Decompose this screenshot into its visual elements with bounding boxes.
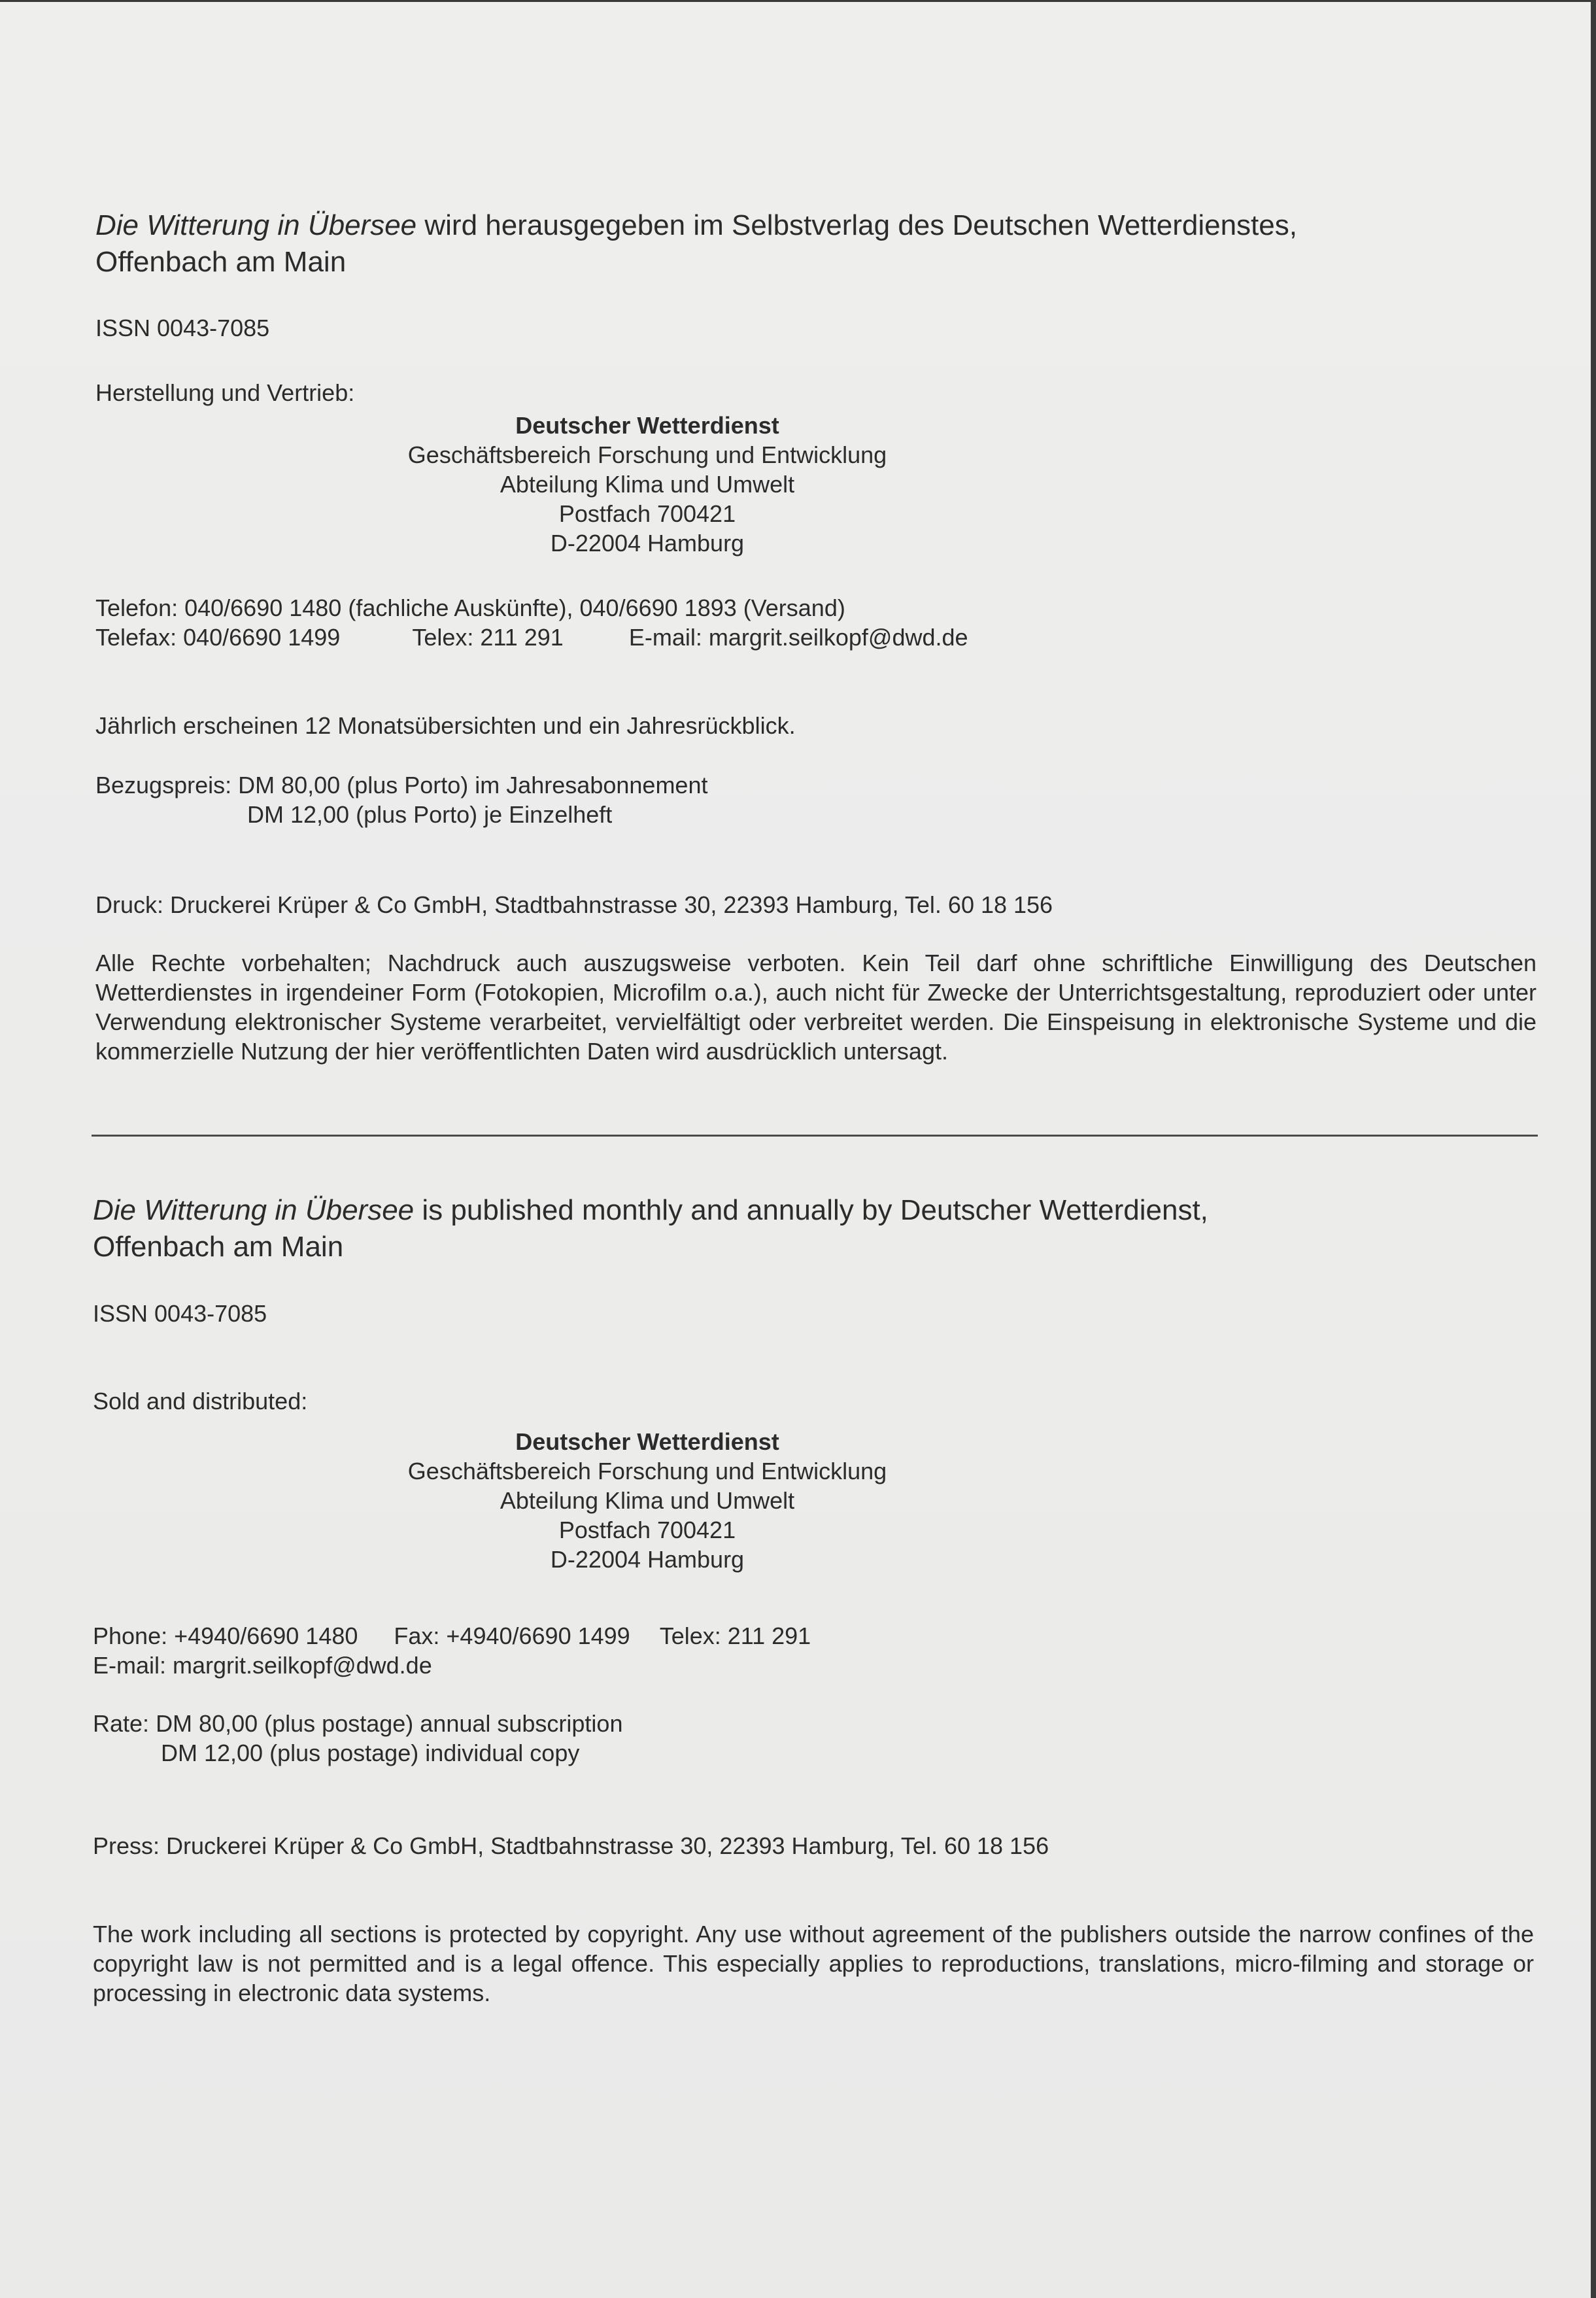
en-rate-single: DM 12,00 (plus postage) individual copy bbox=[161, 1740, 580, 1766]
de-email: E-mail: margrit.seilkopf@dwd.de bbox=[628, 624, 968, 651]
de-address-org: Deutscher Wetterdienst bbox=[515, 412, 779, 439]
de-intro-line2: Offenbach am Main bbox=[95, 246, 347, 278]
en-publication-title: Die Witterung in Übersee bbox=[93, 1194, 415, 1226]
en-press: Press: Druckerei Krüper & Co GmbH, Stadtbahnstrasse 30, 22393 Hamburg, Tel. 60 18 156 bbox=[93, 1832, 1049, 1859]
de-intro-text: wird herausgegeben im Selbstverlag des Deutschen Wetterdienstes, bbox=[416, 209, 1297, 241]
en-contact bbox=[93, 1621, 811, 1680]
en-intro-line2: Offenbach am Main bbox=[93, 1231, 344, 1263]
de-publication-title: Die Witterung in Übersee bbox=[95, 209, 417, 241]
en-rate-label: Rate: bbox=[93, 1710, 150, 1737]
de-address-pobox: Postfach 700421 bbox=[558, 500, 736, 527]
en-email: E-mail: margrit.seilkopf@dwd.de bbox=[93, 1652, 432, 1679]
de-telefon: Telefon: 040/6690 1480 (fachliche Auskünfte), 040/6690 1893 (Versand) bbox=[95, 594, 845, 621]
en-intro-text: is published monthly and annually by Deutscher Wetterdienst, bbox=[414, 1194, 1208, 1226]
de-address-division: Geschäftsbereich Forschung und Entwicklung bbox=[407, 441, 887, 468]
de-price bbox=[95, 770, 707, 829]
de-address-block bbox=[0, 411, 1295, 558]
de-price-label: Bezugspreis: bbox=[95, 772, 232, 798]
en-distribution-label: Sold and distributed: bbox=[93, 1388, 308, 1415]
de-telex: Telex: 211 291 bbox=[412, 624, 564, 651]
en-intro bbox=[93, 1192, 1208, 1265]
en-address-city: D-22004 Hamburg bbox=[550, 1546, 745, 1573]
de-contact bbox=[95, 593, 968, 652]
en-phone: Phone: +4940/6690 1480 bbox=[93, 1622, 358, 1649]
de-price-annual: DM 80,00 (plus Porto) im Jahresabonnement bbox=[238, 772, 708, 798]
en-address-block bbox=[0, 1427, 1295, 1574]
en-address-pobox: Postfach 700421 bbox=[558, 1517, 736, 1543]
de-intro bbox=[95, 207, 1297, 281]
de-print: Druck: Druckerei Krüper & Co GmbH, Stadtbahnstrasse 30, 22393 Hamburg, Tel. 60 18 156 bbox=[95, 891, 1053, 918]
de-address-city: D-22004 Hamburg bbox=[550, 530, 745, 557]
en-address-org: Deutscher Wetterdienst bbox=[515, 1428, 779, 1455]
section-divider bbox=[92, 1135, 1538, 1137]
en-address-division: Geschäftsbereich Forschung und Entwicklung bbox=[407, 1458, 887, 1484]
de-telefax: Telefax: 040/6690 1499 bbox=[95, 624, 341, 651]
de-price-single: DM 12,00 (plus Porto) je Einzelheft bbox=[247, 801, 613, 828]
de-distribution-label: Herstellung und Vertrieb: bbox=[95, 379, 355, 406]
en-rate bbox=[93, 1709, 622, 1768]
de-frequency: Jährlich erscheinen 12 Monatsübersichten und ein Jahresrückblick. bbox=[95, 712, 796, 739]
en-address-department: Abteilung Klima und Umwelt bbox=[500, 1487, 795, 1514]
de-address-department: Abteilung Klima und Umwelt bbox=[500, 471, 795, 498]
en-rate-annual: DM 80,00 (plus postage) annual subscription bbox=[156, 1710, 623, 1737]
de-rights: Alle Rechte vorbehalten; Nachdruck auch auszugsweise verboten. Kein Teil darf ohne schriftliche Einwilligung des Deutschen Wetterdienstes in irgendeiner Form (Fotokopien, Microfilm o.a.), auch nicht für Zwecke der Unterrichtsgestaltung, reproduziert oder unter Verwendung elektronischer Systeme verarbeitet, vervielfältigt oder verbreitet werden. Die Einspeisung in elektronische Systeme und die kommerzielle Nutzung der hier veröffentlichten Daten wird ausdrücklich untersagt. bbox=[95, 950, 1537, 1065]
en-copyright: The work including all sections is protected by copyright. Any use without agreement of the publishers outside the narrow confines of the copyright law is not permitted and is a legal offence. This especially applies to reproductions, translations, micro-filming and storage or processing in electronic data systems. bbox=[93, 1921, 1534, 2006]
de-issn: ISSN 0043-7085 bbox=[95, 315, 270, 341]
en-issn: ISSN 0043-7085 bbox=[93, 1300, 267, 1327]
en-telex: Telex: 211 291 bbox=[659, 1622, 811, 1649]
en-fax: Fax: +4940/6690 1499 bbox=[394, 1622, 630, 1649]
